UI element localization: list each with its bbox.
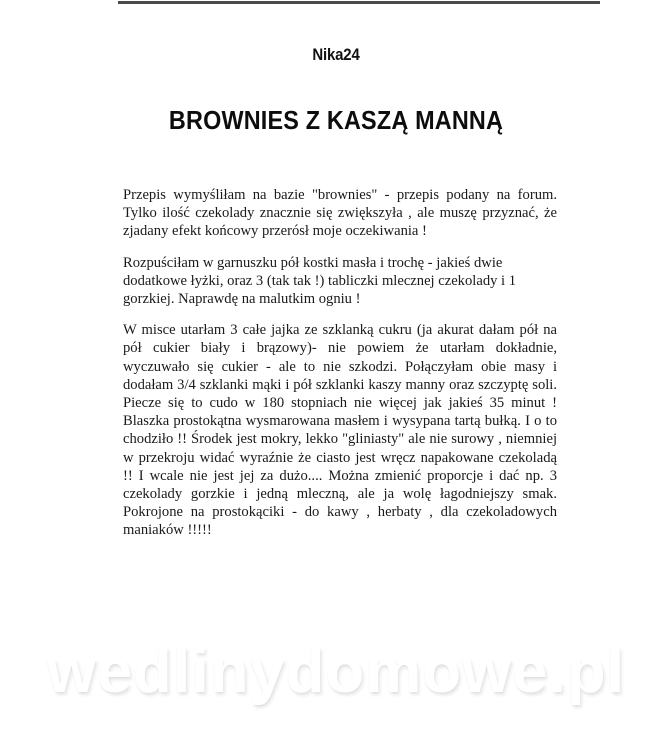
site-watermark: wedlinydomowe.pl (46, 637, 626, 706)
top-divider-rule (118, 1, 600, 4)
recipe-body (123, 186, 557, 540)
paragraph-preparation-steps: W misce utarłam 3 całe jajka ze szklanką cukru (ja akurat dałam pół na pół cukier biały i brązowy)- nie powiem że utarłam dokładnie, wyczuwało się cukier - ale to nie szkodzi. Połączyłam obie masy i dodałam 3/4 szklanki mąki i pół szklanki kaszy manny oraz szczyptę soli. Piecze się to cudo w 180 stopniach nie więcej jak jakieś 35 minut ! Blaszka prostokątna wysmarowana masłem i wysypana tartą bułką. I o to chodziło !! Środek jest mokry, lekko "gliniasty" ale nie surowy , niemniej w przekroju widać wyraźnie że ciasto jest wręcz napakowane czekoladą !! I wcale nie jest jej za dużo.... Można zmienić proporcje i dać np. 3 czekolady gorzkie i jedną mleczną, ale ja wolę łagodniejszy smak. Pokrojone na prostokąciki - do kawy , herbaty , dla czekoladowych maniaków !!!!! (123, 322, 557, 539)
paragraph-melting-step: Rozpuściłam w garnuszku pół kostki masła i trochę - jakieś dwie dodatkowe łyżki, oraz 3 (tak tak !) tabliczki mlecznej czekolady i 1 gorzkiej. Naprawdę na malutkim ogniu ! (123, 254, 517, 308)
document-author: Nika24 (312, 45, 360, 64)
paragraph-intro: Przepis wymyśliłam na bazie "brownies" - przepis podany na forum. Tylko ilość czekolady znacznie się zwiększyła , ale muszę przyznać, że zjadany efekt końcowy przerósł moje oczekiwania ! (123, 187, 557, 240)
page-title: BROWNIES Z KASZĄ MANNĄ (168, 105, 504, 135)
